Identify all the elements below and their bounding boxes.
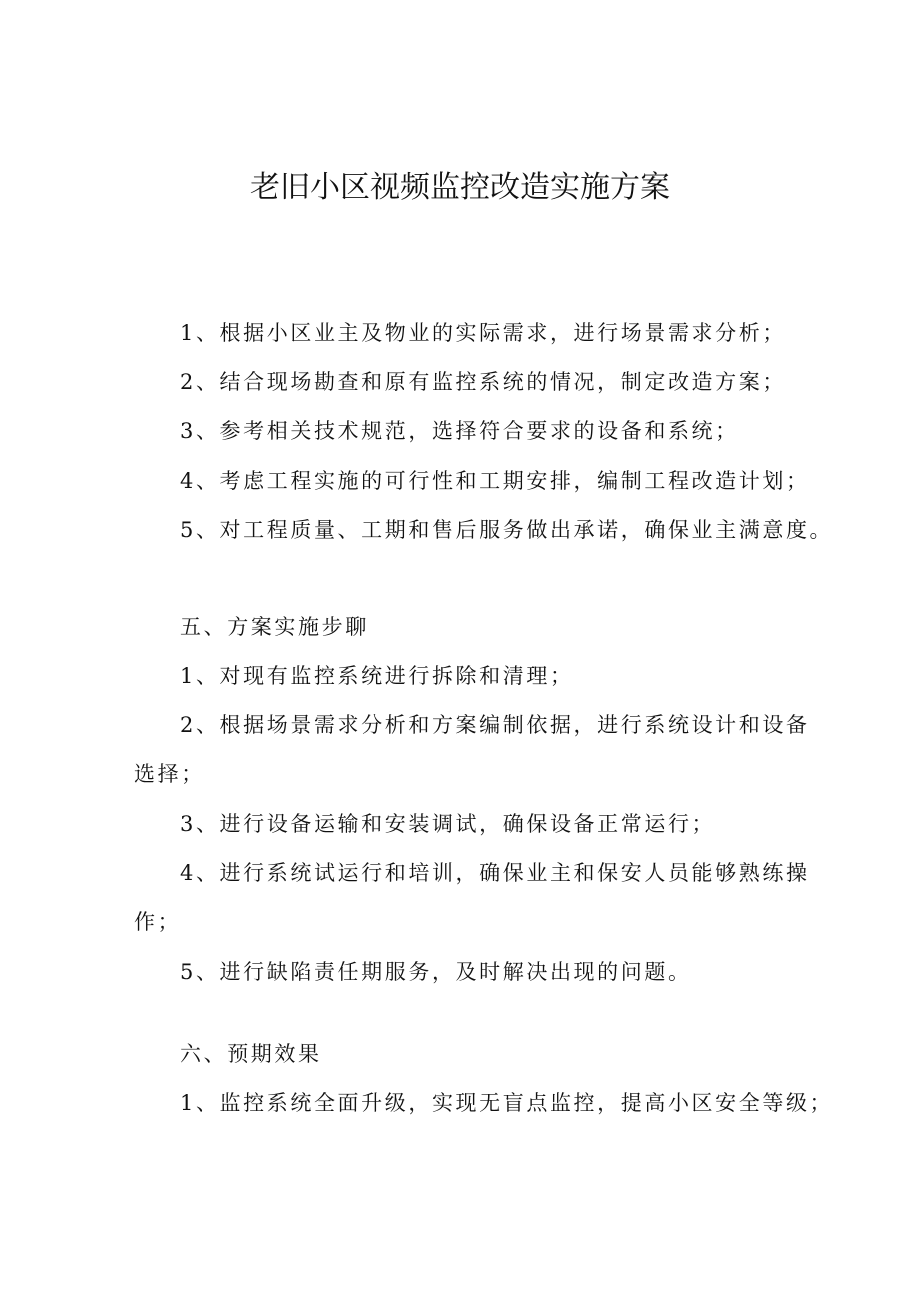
list-item-continuation: 选择； — [134, 762, 205, 786]
section-heading: 六、预期效果 — [180, 1042, 322, 1066]
list-item: 1、对现有监控系统进行拆除和清理； — [180, 664, 574, 688]
list-item: 5、进行缺陷责任期服务，及时解决出现的问题。 — [180, 960, 692, 984]
list-item: 3、参考相关技术规范，选择符合要求的设备和系统； — [180, 419, 739, 443]
list-item: 4、考虑工程实施的可行性和工期安排，编制工程改造计划； — [180, 469, 810, 493]
list-item: 5、对工程质量、工期和售后服务做出承诺，确保业主满意度。 — [180, 518, 834, 542]
section-heading: 五、方案实施步聊 — [180, 615, 369, 639]
list-item-continuation: 作； — [134, 910, 182, 934]
list-item: 2、结合现场勘查和原有监控系统的情况，制定改造方案； — [180, 370, 786, 394]
list-item: 1、监控系统全面升级，实现无盲点监控，提高小区安全等级； — [180, 1091, 834, 1115]
list-item: 3、进行设备运输和安装调试，确保设备正常运行； — [180, 812, 716, 836]
list-item: 2、根据场景需求分析和方案编制依据，进行系统设计和设备 — [180, 713, 810, 737]
list-item: 1、根据小区业主及物业的实际需求，进行场景需求分析； — [180, 321, 786, 345]
document-title: 老旧小区视频监控改造实施方案 — [250, 170, 670, 205]
list-item: 4、进行系统试运行和培训，确保业主和保安人员能够熟练操 — [180, 861, 810, 885]
